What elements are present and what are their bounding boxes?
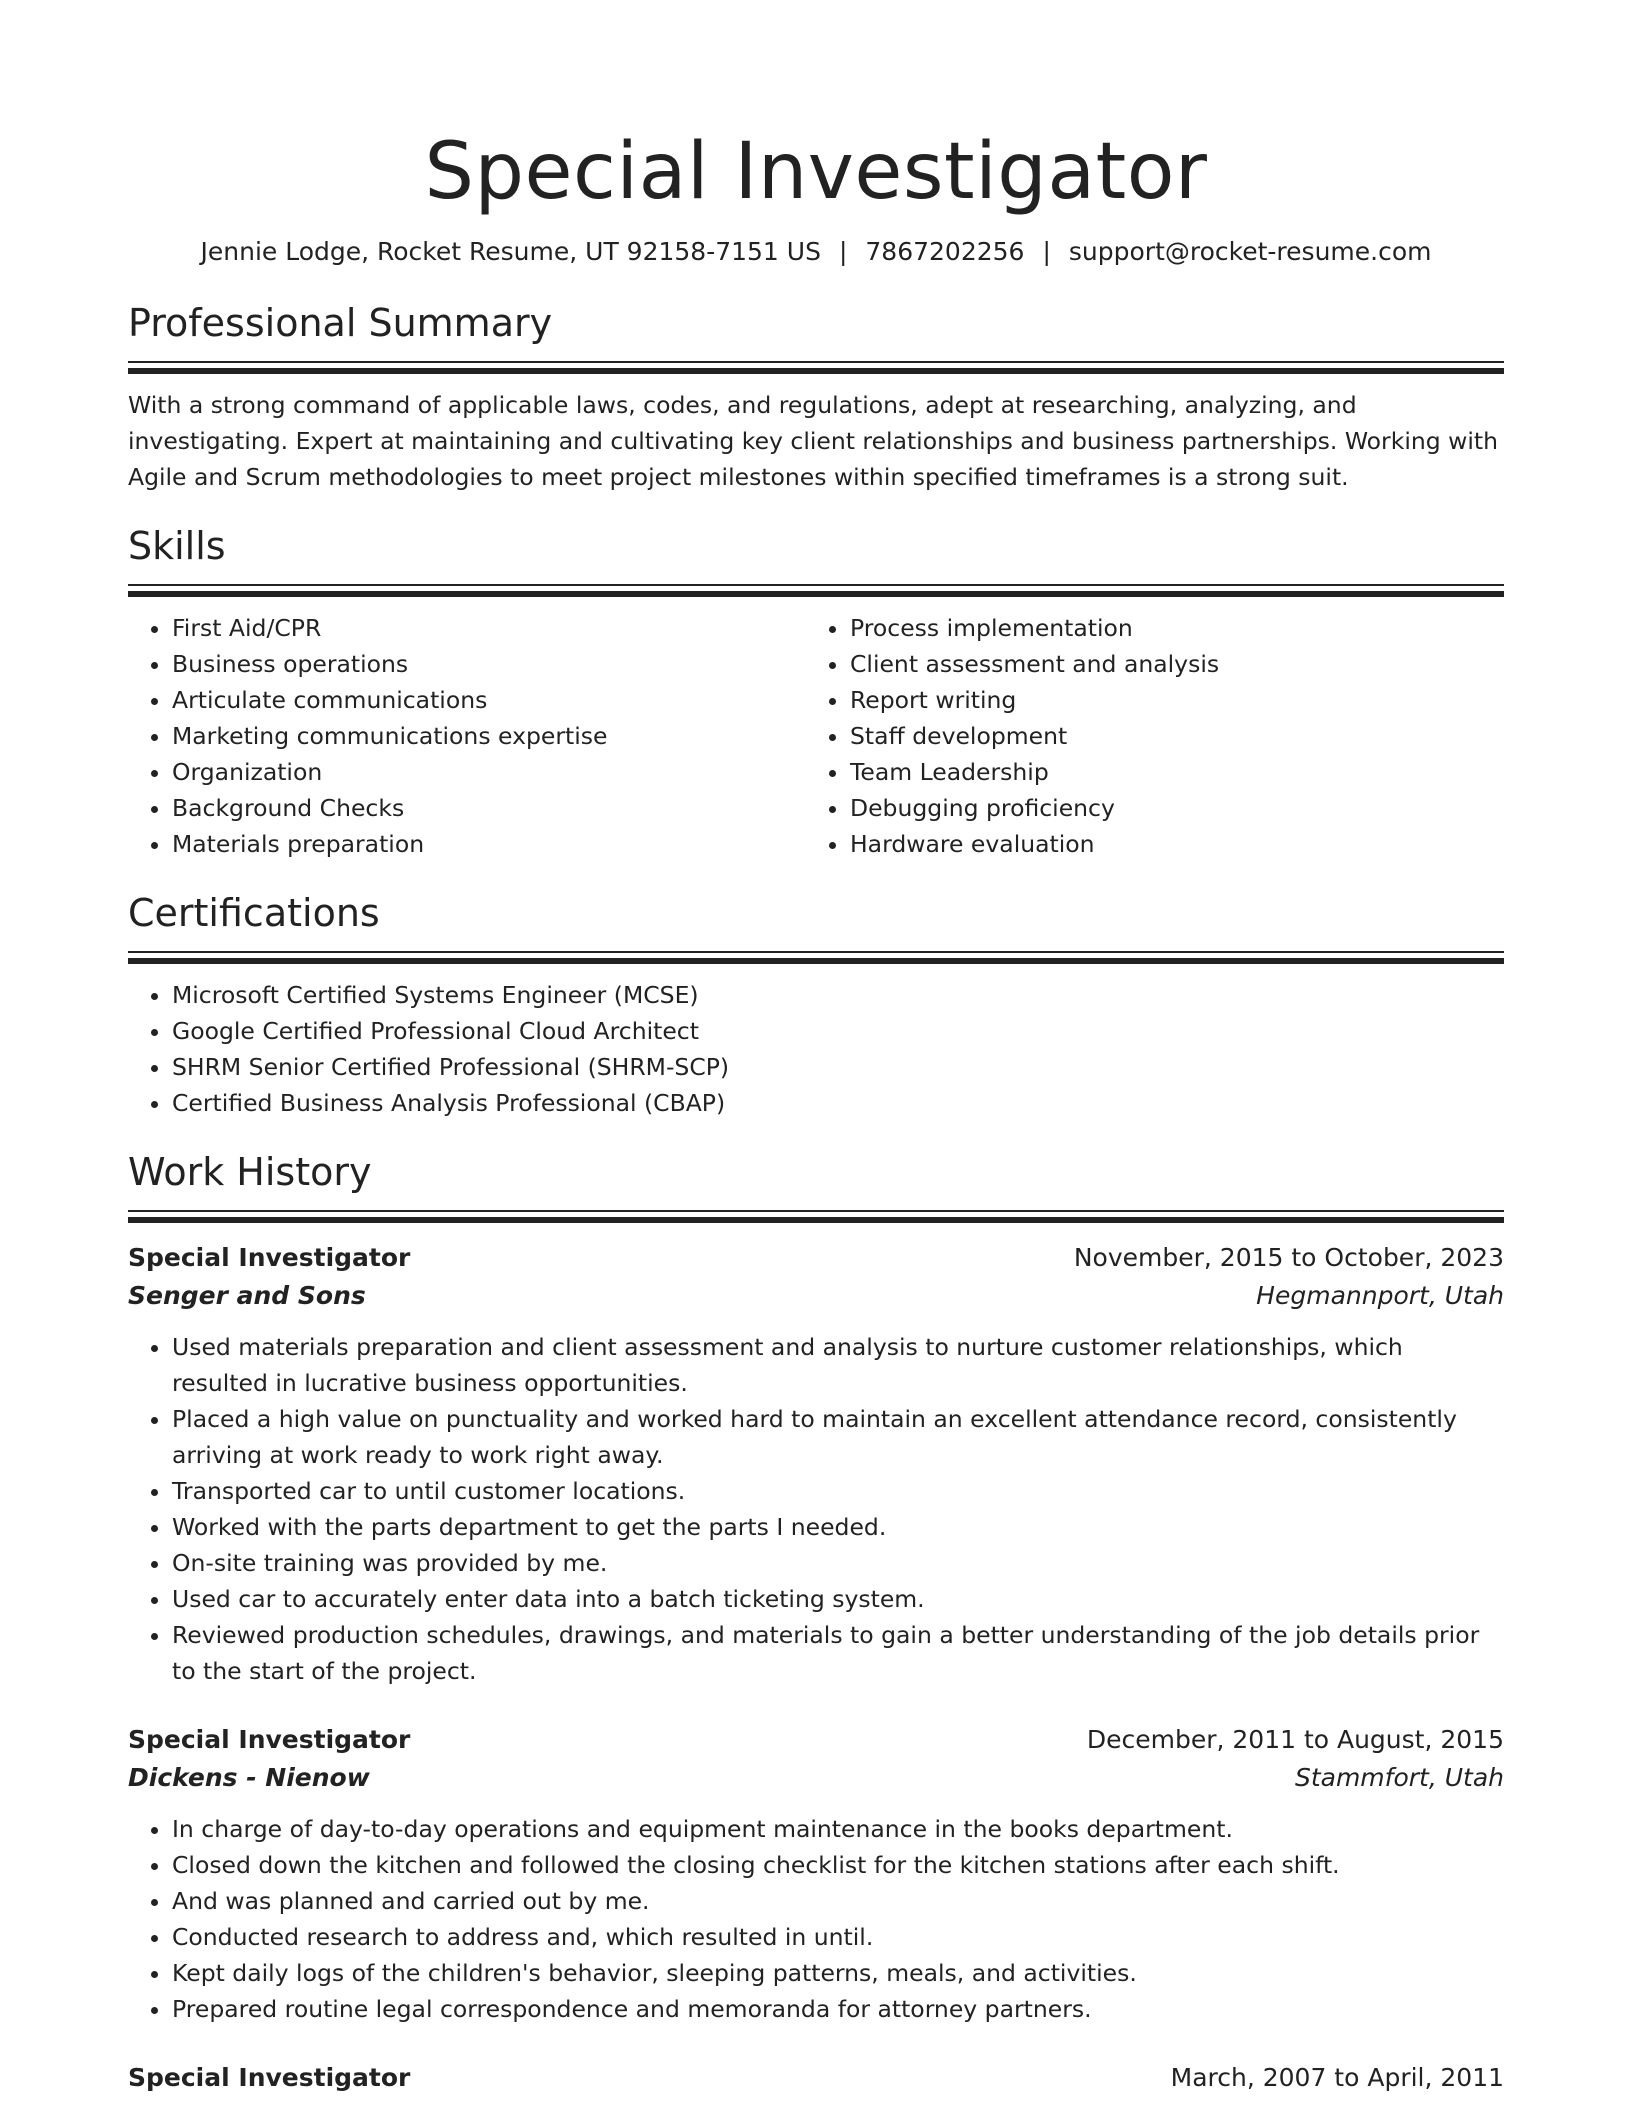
contact-email: support@rocket-resume.com — [1068, 237, 1432, 266]
skills-section — [128, 521, 1504, 862]
skill-item: • Process implementation — [850, 610, 1484, 646]
job-dates: November, 2015 to October, 2023 — [1073, 1243, 1504, 1272]
job-header — [128, 1239, 1504, 1277]
job-bullet: • Transported car to until customer locations. — [172, 1473, 1504, 1509]
job-bullet: • Closed down the kitchen and followed the closing checklist for the kitchen stations after each shift. — [172, 1847, 1504, 1883]
job-entry — [128, 1239, 1504, 1689]
summary-text: With a strong command of applicable laws, codes, and regulations, adept at researching, analyzing, and investigating. Expert at maintaining and cultivating key client relationships and business partnerships. Working with Agile and Scrum methodologies to meet project milestones within specified timeframes is a strong suit. — [128, 391, 1498, 491]
section-heading-certifications: Certifications — [128, 891, 380, 935]
job-title: Special Investigator — [128, 2063, 411, 2092]
job-bullet: • Prepared routine legal correspondence and memoranda for attorney partners. — [172, 1991, 1504, 2027]
job-bullet: • Used car to accurately enter data into a batch ticketing system. — [172, 1581, 1504, 1617]
skill-item: • Client assessment and analysis — [850, 646, 1484, 682]
job-entry — [128, 2059, 1504, 2097]
job-location: Hegmannport, Utah — [1256, 1281, 1504, 1310]
section-rule — [128, 361, 1504, 363]
skills-list-right — [806, 610, 1484, 862]
job-bullet: • Reviewed production schedules, drawings, and materials to gain a better understanding of the job details prior to the start of the project. — [172, 1617, 1504, 1689]
summary-section — [128, 298, 1504, 495]
job-location: Stammfort, Utah — [1294, 1763, 1504, 1792]
job-title: Special Investigator — [128, 1725, 411, 1754]
skill-item: • Report writing — [850, 682, 1484, 718]
job-bullet: • And was planned and carried out by me. — [172, 1883, 1504, 1919]
job-bullet: • Used materials preparation and client assessment and analysis to nurture customer relationships, which resulted in lucrative business opportunities. — [172, 1329, 1504, 1401]
section-rule — [128, 1210, 1504, 1212]
section-rule — [128, 951, 1504, 953]
section-heading-work-history: Work History — [128, 1150, 372, 1194]
skill-item: • Articulate communications — [172, 682, 806, 718]
job-header — [128, 2059, 1504, 2097]
skill-item: • Debugging proficiency — [850, 790, 1484, 826]
job-title: Special Investigator — [128, 1243, 411, 1272]
section-rule-thick — [128, 591, 1504, 597]
certification-item: • Google Certified Professional Cloud Architect — [172, 1013, 1504, 1049]
job-bullet: • In charge of day-to-day operations and equipment maintenance in the books department. — [172, 1811, 1504, 1847]
skills-list-left — [128, 610, 806, 862]
skill-item: • First Aid/CPR — [172, 610, 806, 646]
skill-item: • Business operations — [172, 646, 806, 682]
section-rule-thick — [128, 1217, 1504, 1223]
job-company: Dickens - Nienow — [128, 1763, 370, 1792]
skill-item: • Hardware evaluation — [850, 826, 1484, 862]
contact-address: Jennie Lodge, Rocket Resume, UT 92158-7151 US — [200, 237, 821, 266]
certification-item: • SHRM Senior Certified Professional (SHRM-SCP) — [172, 1049, 1504, 1085]
certifications-section — [128, 888, 1504, 1121]
page-title: Special Investigator — [424, 127, 1208, 217]
skills-columns — [128, 610, 1504, 862]
job-subheader — [128, 1759, 1504, 1797]
work-history-section — [128, 1147, 1504, 2097]
skill-item: • Organization — [172, 754, 806, 790]
certification-item: • Certified Business Analysis Professional (CBAP) — [172, 1085, 1504, 1121]
contact-line — [128, 236, 1504, 268]
skill-item: • Materials preparation — [172, 826, 806, 862]
section-heading-skills: Skills — [128, 524, 226, 568]
skill-item: • Staff development — [850, 718, 1484, 754]
certifications-list — [128, 977, 1504, 1121]
contact-separator: | — [838, 237, 848, 266]
contact-separator: | — [1042, 237, 1051, 266]
job-bullet: • Placed a high value on punctuality and worked hard to maintain an excellent attendance record, consistently arriving at work ready to work right away. — [172, 1401, 1504, 1473]
job-subheader — [128, 1277, 1504, 1315]
job-bullet: • Conducted research to address and, which resulted in until. — [172, 1919, 1504, 1955]
skill-item: • Team Leadership — [850, 754, 1484, 790]
certification-item: • Microsoft Certified Systems Engineer (MCSE) — [172, 977, 1504, 1013]
job-company: Senger and Sons — [128, 1281, 366, 1310]
skill-item: • Marketing communications expertise — [172, 718, 806, 754]
skill-item: • Background Checks — [172, 790, 806, 826]
section-rule — [128, 584, 1504, 586]
contact-phone: 7867202256 — [865, 237, 1025, 266]
resume-page — [128, 0, 1504, 2097]
job-dates: December, 2011 to August, 2015 — [1086, 1725, 1504, 1754]
job-bullet: • Kept daily logs of the children's behavior, sleeping patterns, meals, and activities. — [172, 1955, 1504, 1991]
job-bullets — [128, 1329, 1504, 1689]
job-dates: March, 2007 to April, 2011 — [1170, 2063, 1504, 2092]
job-bullets — [128, 1811, 1504, 2027]
section-rule-thick — [128, 368, 1504, 374]
job-bullet: • Worked with the parts department to get the parts I needed. — [172, 1509, 1504, 1545]
job-bullet: • On-site training was provided by me. — [172, 1545, 1504, 1581]
section-heading-summary: Professional Summary — [128, 301, 553, 345]
job-entry — [128, 1721, 1504, 2027]
job-header — [128, 1721, 1504, 1759]
section-rule-thick — [128, 958, 1504, 964]
